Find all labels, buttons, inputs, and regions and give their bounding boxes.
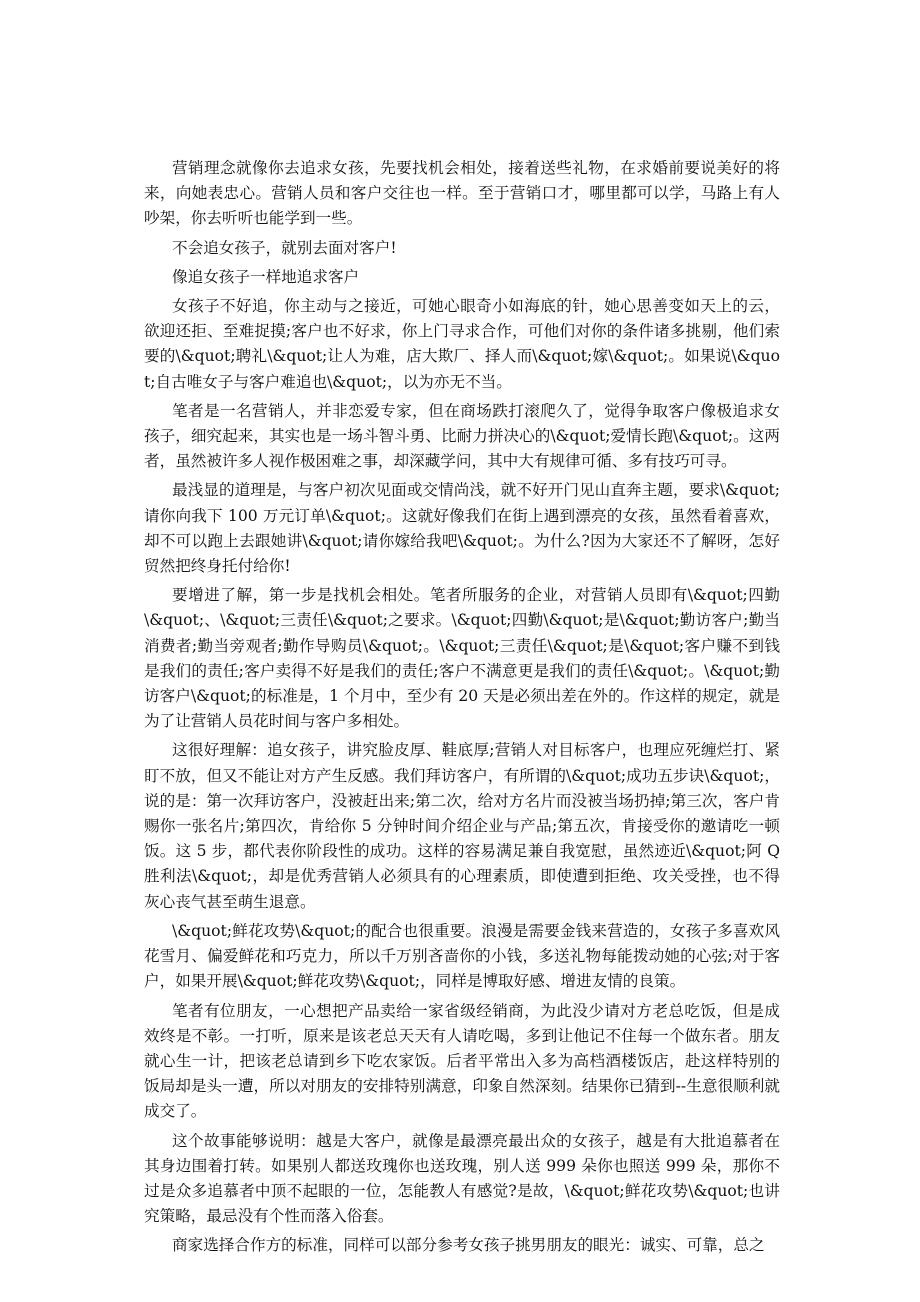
paragraph: 要增进了解，第一步是找机会相处。笔者所服务的企业，对营销人员即有\&quot;四勤\&quot;、\&quot;三责任\&quot;之要求。\&quot;四勤\&quot;是\&quot;勤访客户;勤当消费者;勤当旁观者;勤作导购员\&quot;。\&quot;三责任\&quot;是\&quot;客户赚不到钱是我们的责任;客户卖得不好是我们的责任;客户不满意更是我们的责任\&quot;。\&quot;勤访客户\&quot;的标准是，1 个月中，至少有 20 天是必须出差在外的。作这样的规定，就是为了让营销人员花时间与客户多相处。 bbox=[144, 586, 780, 731]
paragraph: 不会追女孩子，就别去面对客户! bbox=[172, 238, 397, 257]
paragraph: 像追女孩子一样地追求客户 bbox=[172, 267, 360, 286]
paragraph: 笔者是一名营销人，并非恋爱专家，但在商场跌打滚爬久了，觉得争取客户像极追求女孩子，细究起来，其实也是一场斗智斗勇、比耐力拼决心的\&quot;爱情长跑\&quot;。这两者，虽然被许多人视作极困难之事，却深藏学问，其中大有规律可循、多有技巧可寻。 bbox=[144, 401, 780, 471]
paragraph: 笔者有位朋友，一心想把产品卖给一家省级经销商，为此没少请对方老总吃饭，但是成效终是不彰。一打听，原来是该老总天天有人请吃喝，多到让他记不住每一个做东者。朋友就心生一计，把该老总请到乡下吃农家饭。后者平常出入多为高档酒楼饭店，赴这样特别的饭局却是头一遭，所以对朋友的安排特别满意，印象自然深刻。结果你已猜到--生意很顺利就成交了。 bbox=[144, 1001, 780, 1121]
paragraph: 最浅显的道理是，与客户初次见面或交情尚浅，就不好开门见山直奔主题，要求\&quot;请你向我下 100 万元订单\&quot;。这就好像我们在街上遇到漂亮的女孩，虽然看着喜欢，却不可以跑上去跟她讲\&quot;请你嫁给我吧\&quot;。为什么?因为大家还不了解呀，怎好贸然把终身托付给你! bbox=[144, 481, 780, 576]
document-body bbox=[144, 156, 780, 1263]
paragraph: 女孩子不好追，你主动与之接近，可她心眼奇小如海底的针，她心思善变如天上的云，欲迎还拒、至难捉摸;客户也不好求，你上门寻求合作，可他们对你的条件诸多挑剔，他们索要的\&quot;聘礼\&quot;让人为难，店大欺厂、择人而\&quot;嫁\&quot;。如果说\&quot;自古唯女子与客户难追也\&quot;，以为亦无不当。 bbox=[144, 297, 780, 391]
paragraph: 这很好理解：追女孩子，讲究脸皮厚、鞋底厚;营销人对目标客户，也理应死缠烂打、紧盯不放，但又不能让对方产生反感。我们拜访客户，有所谓的\&quot;成功五步诀\&quot;，说的是：第一次拜访客户，没被赶出来;第二次，给对方名片而没被当场扔掉;第三次，客户肯赐你一张名片;第四次，肯给你 5 分钟时间介绍企业与产品;第五次，肯接受你的邀请吃一顿饭。这 5 步，都代表你阶段性的成功。这样的容易满足兼自我宽慰，虽然迹近\&quot;阿 Q 胜利法\&quot;，却是优秀营销人必须具有的心理素质，即使遭到拒绝、攻关受挫，也不得灰心丧气甚至萌生退意。 bbox=[144, 741, 780, 911]
paragraph: \&quot;鲜花攻势\&quot;的配合也很重要。浪漫是需要金钱来营造的，女孩子多喜欢风花雪月、偏爱鲜花和巧克力，所以千万别吝啬你的小钱，多送礼物每能拨动她的心弦;对于客户，如果开展\&quot;鲜花攻势\&quot;，同样是博取好感、增进友情的良策。 bbox=[144, 921, 780, 991]
paragraph: 商家选择合作方的标准，同样可以部分参考女孩子挑男朋友的眼光：诚实、可靠，总之 bbox=[172, 1236, 765, 1255]
paragraph: 营销理念就像你去追求女孩，先要找机会相处，接着送些礼物，在求婚前要说美好的将来，向她表忠心。营销人员和客户交往也一样。至于营销口才，哪里都可以学，马路上有人吵架，你去听听也能学到一些。 bbox=[144, 159, 780, 228]
paragraph: 这个故事能够说明：越是大客户，就像是最漂亮最出众的女孩子，越是有大批追慕者在其身边围着打转。如果别人都送玫瑰你也送玫瑰，别人送 999 朵你也照送 999 朵，那你不过是众多追慕者中顶不起眼的一位，怎能教人有感觉?是故，\&quot;鲜花攻势\&quot;也讲究策略，最忌没有个性而落入俗套。 bbox=[144, 1131, 780, 1226]
